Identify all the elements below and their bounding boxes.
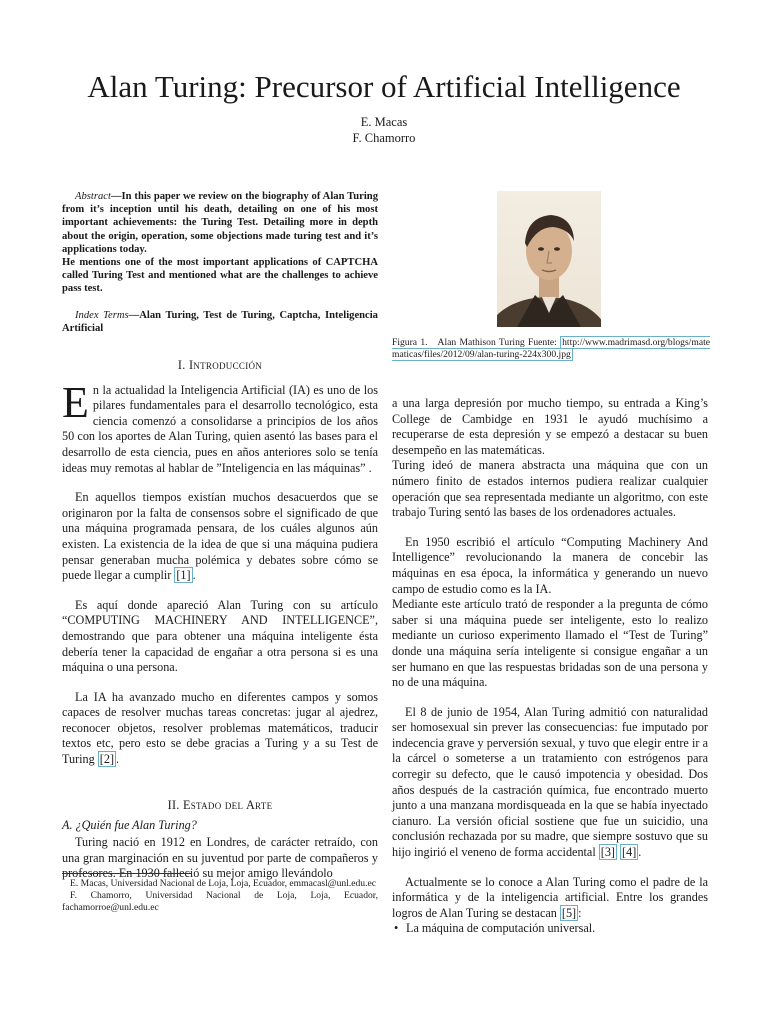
body-paragraph: En 1950 escribió el artículo “Computing Machinery And Intelligence” revolucionando la manera de concebir las máquinas en esa época, la informática y generando un nuevo campo de estudio como es la IA. [392, 534, 708, 596]
section-heading: I. Introducción [177, 358, 263, 372]
estado-paragraph-1: Turing nació en 1912 en Londres, de carácter retraído, con una gran marginación en su juventud por parte de compañeros y profesores. En 1930 falleció su mejor amigo llevándolo [62, 835, 378, 881]
bullet-icon: • [394, 921, 399, 936]
abstract-text: —In this paper we review on the biography of Alan Turing from it’s inception until his death, detailing on one of his most important achievements: the Turing Test. Detailing more in depth about the origin, operation, some objections made turing test and it’s applications today. [62, 191, 378, 255]
paper-title: Alan Turing: Precursor of Artificial Intelligence [87, 69, 681, 104]
body-paragraph: El 8 de junio de 1954, Alan Turing admitió con naturalidad ser homosexual sin prever las consecuencias: fue imputado por indecencia grave y perversión sexual, y tuvo que elegir entre ir a la cárcel o someterse a un tratamiento con estrógenos para corregir su defecto, que le causó impotencia y obesidad. Dos años después de la castración química, fue encontrado muerto junto a una manzana mordisqueada en la que se había inyectado cianuro. La versión oficial sostiene que fue un suicidio, una conclusión rechazada por su madre, que siempre sostuvo que su hijo ingirió el veneno de forma accidental [3] [4] . [392, 704, 708, 860]
figure-source-link[interactable]: http://www.madrimasd.org/blogs/matematicas/files/2012/09/alan-turing-224x300.jpg [392, 337, 710, 360]
figure-caption [392, 337, 710, 361]
section-estado-del-arte [62, 798, 378, 882]
body-paragraph: Actualmente se lo conoce a Alan Turing como el padre de la informática y de la inteligencia artificial. Entre los grandes logros de Alan Turing se destacan [5] : [392, 874, 708, 920]
citation-link[interactable]: [1] [176, 568, 191, 583]
citation-link[interactable]: [4] [622, 845, 637, 860]
intro-paragraph-4: La IA ha avanzado mucho en diferentes campos y somos capaces de resolver muchas tareas concretas: jugar al ajedrez, reconocer objetos, resolver problemas matemáticos, traducir textos etc, pero esto se debe gracias a Turing y a su Test de Turing [2] . [62, 689, 378, 767]
author-name: E. Macas [360, 115, 408, 129]
footnote: F. Chamorro, Universidad Nacional de Loja, Loja, Ecuador, fachamorroe@unl.edu.ec [62, 890, 378, 913]
footnote: E. Macas, Universidad Nacional de Loja, Loja, Ecuador, emmacasl@unl.edu.ec [70, 878, 377, 889]
right-column-text [392, 396, 708, 937]
intro-paragraph-1: En la actualidad la Inteligencia Artificial (IA) es uno de los pilares fundamentales para el desarrollo tecnológico, esta ciencia comenzó a consolidarse a principios de los años 50 con los aportes de Alan Turing, quien asentó las bases para el desarrollo de esta ciencia, pues en años anteriores solo se tenía ideas muy remotas al hablar de ”Inteligencia en las máquinas” . [62, 377, 378, 475]
citation-link[interactable]: [2] [99, 752, 115, 767]
intro-paragraph-2: En aquellos tiempos existían muchos desacuerdos que se originaron por la falta de consensos sobre el significado de que una máquina programada pensara, de los cuáles algunos aún existen. La existencia de la idea de que si una máquina pudiera pensar generaban mucha polémica y debates sobre cómo se puede llegar a cumplir [1] . [62, 490, 378, 583]
index-terms-label: Index Terms [75, 310, 129, 321]
footnotes [62, 878, 378, 914]
drop-cap: E [62, 377, 89, 427]
author-name: F. Chamorro [352, 131, 416, 145]
intro-paragraph-3: Es aquí donde apareció Alan Turing con su artículo “COMPUTING MACHINERY AND INTELLIGENCE”, demostrando que para obtener una máquina inteligente ésta debería tener la capacidad de engañar a otra persona si es una máquina o una persona. [62, 597, 378, 675]
index-terms [62, 309, 378, 335]
turing-portrait-image [497, 191, 601, 327]
citation-link[interactable]: [5] [561, 905, 577, 920]
figure-caption-text: Alan Mathison Turing Fuente: [437, 337, 557, 348]
body-paragraph: Mediante este artículo trató de responder a la pregunta de cómo saber si una máquina puede ser inteligente, esto lo realizo mediante un curioso experimento llamado el “Test de Turing” donde una máquina sería inteligente si consigue engañar a un ser humano en que las respuestas bridadas son de una persona y no de una máquina. [392, 597, 708, 690]
figure-label: Figura 1. [392, 337, 428, 348]
portrait-illustration [497, 191, 601, 327]
section-heading: II. Estado del Arte [167, 798, 273, 812]
body-paragraph: a una larga depresión por mucho tiempo, su entrada a King’s College de Cambidge en 1931 le ayudó muchísimo a recuperarse de esta depresión y se empezó a destacar su buen desempeño en las matemáticas. [392, 396, 708, 457]
subsection-heading: A. ¿Quién fue Alan Turing? [62, 817, 197, 832]
body-paragraph: Turing ideó de manera abstracta una máquina que con un número finito de estados internos pudiera realizar cualquier operación que sea representada mediante un algoritmo, con este trabajo Turing sentó las bases de los ordenadores actuales. [392, 458, 708, 520]
author-list [0, 114, 768, 146]
abstract-label: Abstract [75, 191, 111, 202]
section-introduccion [62, 358, 378, 768]
index-terms-text: —Alan Turing, Test de Turing, Captcha, Inteligencia Artificial [62, 310, 378, 335]
footnote-divider [62, 873, 192, 874]
abstract-text-2: He mentions one of the most important applications of CAPTCHA called Turing Test and mentioned what are the challenges to achieve pass test. [62, 257, 378, 295]
citation-link[interactable]: [3] [600, 845, 615, 860]
list-item: • La máquina de computación universal. [394, 921, 596, 936]
abstract [62, 190, 378, 296]
